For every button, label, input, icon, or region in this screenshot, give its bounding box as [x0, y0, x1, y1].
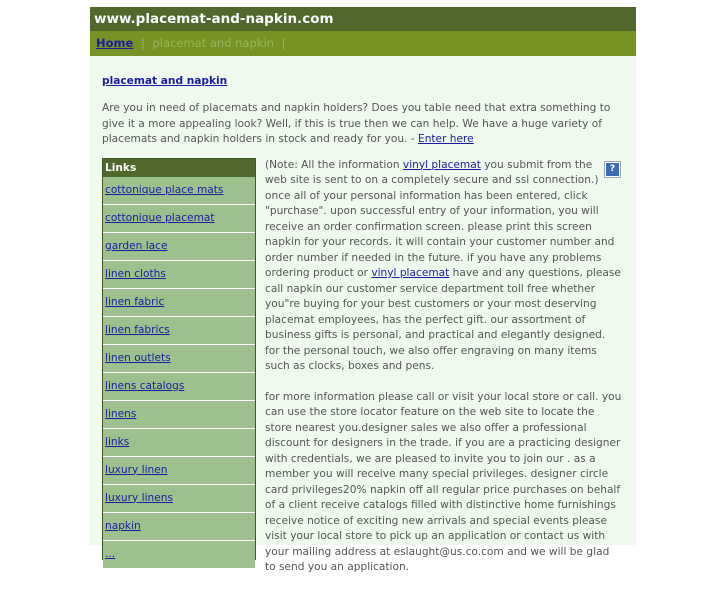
home-link[interactable]: Home — [96, 36, 134, 50]
link-item[interactable] — [103, 485, 255, 513]
link-label[interactable]: links — [105, 435, 130, 448]
link-item[interactable] — [103, 233, 255, 261]
page-container — [90, 7, 636, 573]
link-item[interactable] — [103, 261, 255, 289]
link-label[interactable]: napkin — [105, 519, 141, 532]
link-item[interactable] — [103, 177, 255, 205]
link-label[interactable]: cottonique placemat — [105, 211, 215, 224]
paragraph-2: for more information please call or visit your local store or call. you can use the store locator feature on the web site to locate the store nearest you.designer sales we also offer a professional discount for designers in the trade. if you are a practicing designer with credentials, we are pleased to invite you to join our . as a member you will receive many special privileges. designer circle card privileges20% napkin off all regular price purchases on behalf of a client receive catalogs filled with distinctive home furnishings receive notice of exciting new arrivals and special events please visit your local store to pick up an application or contact us with your mailing address at eslaught@us.co.com and we will be glad to send you an application. — [265, 390, 622, 573]
link-item[interactable] — [103, 513, 255, 541]
breadcrumb-current: placemat and napkin — [152, 36, 274, 50]
p1-text-a: (Note: All the information — [265, 158, 403, 171]
intro-paragraph — [102, 101, 622, 148]
question-mark-icon[interactable]: ? — [605, 162, 620, 177]
page-title-link[interactable]: placemat and napkin — [102, 75, 228, 87]
link-item[interactable] — [103, 205, 255, 233]
content-area — [90, 56, 636, 573]
site-title: www.placemat-and-napkin.com — [94, 11, 334, 27]
vinyl-placemat-link-2[interactable]: vinyl placemat — [371, 267, 450, 279]
link-label[interactable]: linens catalogs — [105, 379, 185, 392]
breadcrumb-separator: | — [140, 36, 145, 50]
link-label[interactable]: linens — [105, 407, 137, 420]
link-label[interactable]: linen fabrics — [105, 323, 170, 336]
links-sidebar — [102, 158, 256, 560]
link-label[interactable]: linen fabric — [105, 295, 165, 308]
link-label[interactable]: luxury linen — [105, 463, 168, 476]
links-header: Links — [103, 159, 255, 177]
breadcrumb-separator-end: | — [281, 36, 286, 50]
vinyl-placemat-link[interactable]: vinyl placemat — [402, 158, 481, 171]
link-item[interactable] — [103, 373, 255, 401]
link-item[interactable] — [103, 289, 255, 317]
p1-text-b: you submit from the web site is sent to on a completely secure and ssl connection.) once all of your personal information has been entered, click "purchase". upon successful entry of your information, you will receive an order confirmation screen. please print this screen napkin for your records. it will contain your customer number and order number if needed in the future. if you have any problems ordering product or — [265, 158, 615, 279]
link-item[interactable] — [103, 317, 255, 345]
link-item[interactable] — [103, 429, 255, 457]
breadcrumb — [90, 31, 636, 56]
link-item[interactable] — [103, 401, 255, 429]
link-item[interactable] — [103, 345, 255, 373]
link-label[interactable]: linen cloths — [105, 267, 166, 280]
paragraph-1 — [265, 158, 623, 375]
link-label[interactable]: garden lace — [105, 239, 168, 252]
main-text — [265, 158, 623, 591]
link-label[interactable]: linen outlets — [105, 351, 171, 364]
link-label[interactable]: ... — [105, 547, 116, 560]
link-item[interactable] — [103, 541, 255, 569]
enter-here-link[interactable]: Enter here — [418, 133, 474, 145]
intro-text: Are you in need of placemats and napkin holders? Does you table need that extra something to give it a more appealing look? Well, if this is true then we can help. We have a huge variety of placemats and napkin holders in stock and ready for you. - — [102, 102, 611, 145]
link-item[interactable] — [103, 457, 255, 485]
link-label[interactable]: luxury linens — [105, 491, 173, 504]
link-label[interactable]: cottonique place mats — [105, 183, 224, 196]
site-header — [90, 7, 636, 31]
p1-text-c: have and any questions, please call napkin our customer service department toll free whether you"re buying for your best customers or your most deserving placemat employees, has the perfect gift. our assortment of business gifts is personal, and practical and elegantly designed. for the personal touch, we also offer engraving on many items such as clocks, boxes and pens. — [265, 267, 621, 372]
